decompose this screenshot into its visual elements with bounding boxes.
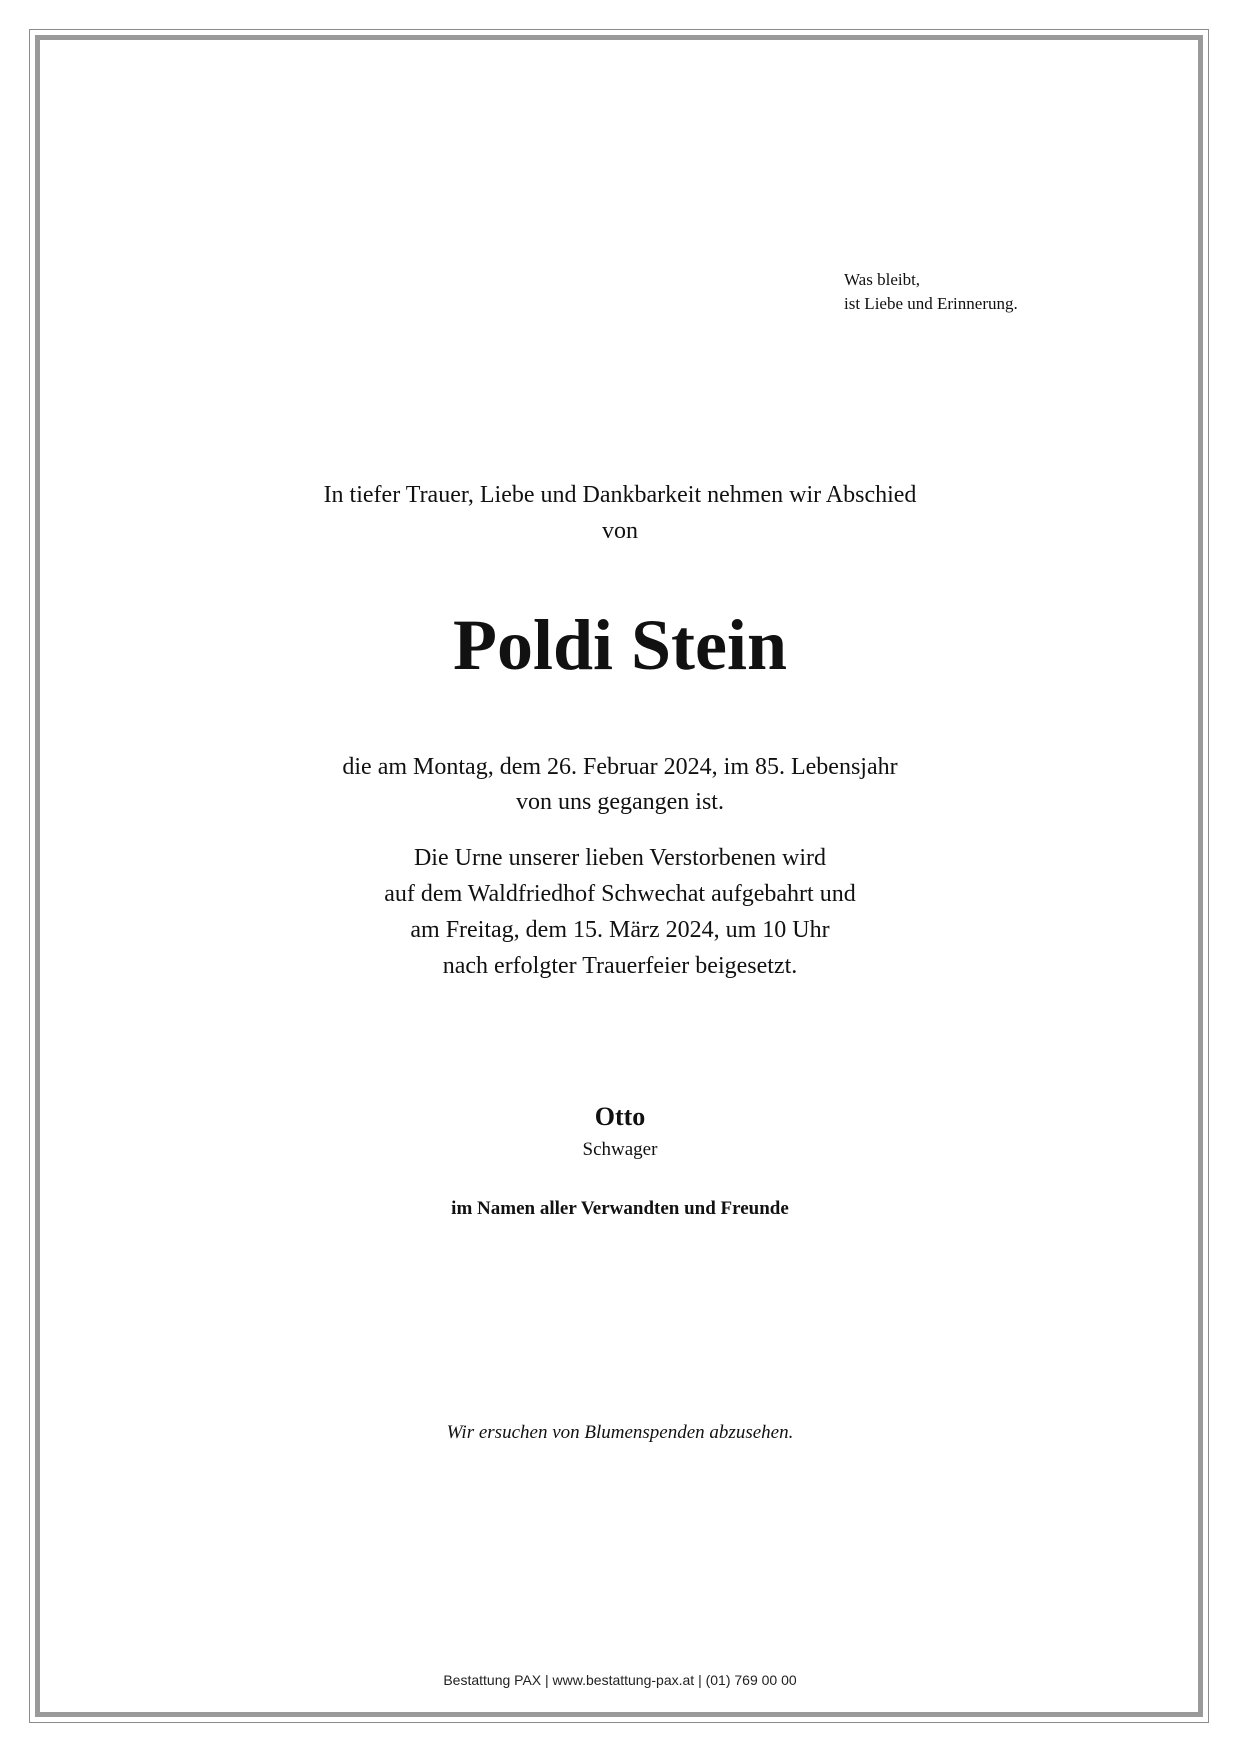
- funeral-line-1: Die Urne unserer lieben Verstorbenen wird: [413, 845, 827, 871]
- motto-line-1: Was bleibt,: [844, 270, 921, 289]
- intro-line-1: In tiefer Trauer, Liebe und Dankbarkeit nehmen wir Abschied: [323, 482, 917, 508]
- flowers-note: Wir ersuchen von Blumenspenden abzusehen.: [446, 1422, 794, 1443]
- intro-text: [0, 477, 1240, 549]
- motto-quote: [844, 268, 1018, 316]
- signer-relation: Schwager: [582, 1139, 658, 1160]
- footer-contact: Bestattung PAX | www.bestattung-pax.at | (01) 769 00 00: [443, 1672, 797, 1688]
- signer-family: im Namen aller Verwandten und Freunde: [451, 1198, 789, 1219]
- funeral-details: [0, 840, 1240, 984]
- signer-name: Otto: [594, 1102, 646, 1131]
- intro-line-2: von: [602, 518, 638, 544]
- funeral-line-4: nach erfolgter Trauerfeier beigesetzt.: [442, 953, 798, 979]
- passing-line-1: die am Montag, dem 26. Februar 2024, im 85. Lebensjahr: [342, 754, 898, 780]
- motto-line-2: ist Liebe und Erinnerung.: [844, 294, 1018, 313]
- funeral-line-2: auf dem Waldfriedhof Schwechat aufgebahrt und: [384, 881, 856, 907]
- passing-text: [0, 750, 1240, 820]
- passing-line-2: von uns gegangen ist.: [516, 789, 724, 815]
- funeral-line-3: am Freitag, dem 15. März 2024, um 10 Uhr: [410, 917, 830, 943]
- deceased-name: Poldi Stein: [452, 605, 788, 685]
